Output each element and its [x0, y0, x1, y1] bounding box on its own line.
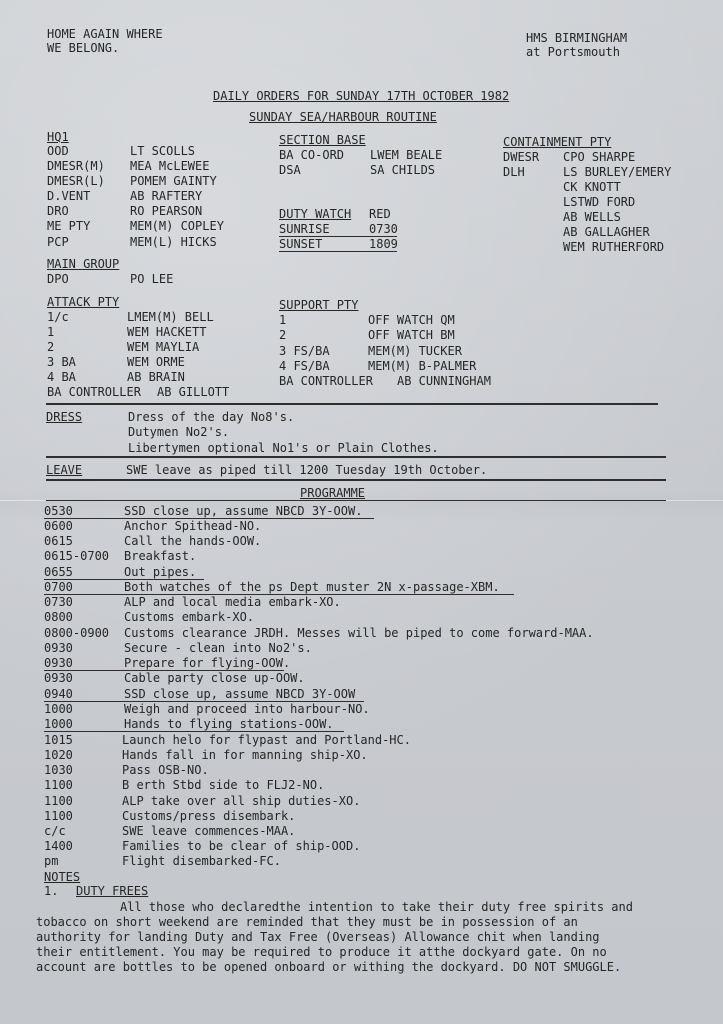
hq1-role: PCP	[47, 235, 69, 249]
programme-event: Customs/press disembark.	[122, 809, 296, 823]
programme-time: 0615	[44, 534, 73, 548]
attack-name: WEM HACKETT	[127, 325, 207, 339]
section-base-role: BA CO-ORD	[279, 148, 345, 162]
support-heading: SUPPORT PTY	[279, 298, 359, 312]
hq1-role: DRO	[47, 204, 69, 218]
programme-time: 1100	[44, 778, 73, 792]
attack-controller-name: AB GILLOTT	[157, 385, 230, 399]
hq1-name: MEM(L) HICKS	[130, 235, 217, 249]
programme-time: 1000	[44, 717, 73, 731]
programme-event: SSD close up, assume NBCD 3Y-OOW	[124, 687, 356, 701]
header-motto-line2: WE BELONG.	[47, 41, 120, 55]
hq1-role: DMESR(L)	[47, 174, 105, 188]
sunset-label: SUNSET	[279, 237, 323, 251]
dress-label: DRESS	[46, 410, 83, 424]
hq1-name: MEM(M) COPLEY	[130, 219, 224, 233]
sunset-underline	[279, 251, 397, 252]
programme-event: ALP take over all ship duties-XO.	[122, 794, 361, 808]
programme-time: 1400	[44, 839, 73, 853]
programme-event: Customs embark-XO.	[124, 610, 255, 624]
page-title: DAILY ORDERS FOR SUNDAY 17TH OCTOBER 1982	[213, 89, 510, 103]
programme-heading: PROGRAMME	[300, 486, 366, 500]
hq1-name: AB RAFTERY	[130, 189, 203, 203]
programme-time: 0930	[44, 641, 73, 655]
hq1-role: DMESR(M)	[47, 159, 105, 173]
duty-watch-label: DUTY WATCH	[279, 207, 352, 221]
dress-line: Dutymen No2's.	[128, 425, 230, 439]
sunrise-label: SUNRISE	[279, 222, 330, 236]
main-group-role: DPO	[47, 272, 69, 286]
dress-top-rule	[46, 403, 658, 405]
programme-event: Breakfast.	[124, 549, 197, 563]
programme-event: Weigh and proceed into harbour-NO.	[124, 702, 370, 716]
dress-line: Dress of the day No8's.	[128, 410, 295, 424]
page-subtitle: SUNDAY SEA/HARBOUR ROUTINE	[249, 110, 437, 124]
attack-role: 1/c	[47, 310, 69, 324]
note-body: All those who declaredthe intention to take their duty free spirits and tobacco on short weekend are reminded that they must be in possession of an authority for landing Duty and Tax Free (Overseas) Allowance chit when landing their entitlement. You may be required to produce it atthe dockyard gate. On no account are bottles to be opened onboard or withing the dockyard. DO NOT SMUGGLE.	[36, 900, 633, 974]
section-base-role: DSA	[279, 163, 301, 177]
support-role: 4 FS/BA	[279, 359, 330, 373]
programme-underline	[44, 731, 344, 732]
programme-time: 1030	[44, 763, 73, 777]
leave-label: LEAVE	[46, 463, 83, 477]
programme-event: SSD close up, assume NBCD 3Y-OOW.	[124, 504, 363, 518]
hq1-name: POMEM GAINTY	[130, 174, 217, 188]
attack-name: WEM ORME	[127, 355, 185, 369]
main-group-heading: MAIN GROUP	[47, 257, 120, 271]
leave-text: SWE leave as piped till 1200 Tuesday 19th October.	[126, 463, 488, 477]
attack-name: WEM MAYLIA	[127, 340, 200, 354]
programme-event: ALP and local media embark-XO.	[124, 595, 341, 609]
containment-name: WEM RUTHERFORD	[563, 240, 665, 254]
support-role: 3 FS/BA	[279, 344, 330, 358]
attack-role: 2	[47, 340, 55, 354]
containment-name: AB GALLAGHER	[563, 225, 650, 239]
support-name: MEM(M) B-PALMER	[368, 359, 477, 373]
hq1-role: ME PTY	[47, 219, 91, 233]
programme-time: pm	[44, 854, 59, 868]
programme-time: 0615-0700	[44, 549, 110, 563]
programme-time: 1100	[44, 794, 73, 808]
support-name: MEM(M) TUCKER	[368, 344, 462, 358]
hq1-role: OOD	[47, 144, 69, 158]
header-motto-line1: HOME AGAIN WHERE	[47, 27, 163, 41]
programme-event: Hands fall in for manning ship-XO.	[122, 748, 368, 762]
attack-name: AB BRAIN	[127, 370, 185, 384]
programme-event: SWE leave commences-MAA.	[122, 824, 296, 838]
programme-event: Call the hands-OOW.	[124, 534, 262, 548]
programme-event: Both watches of the ps Dept muster 2N x-passage-XBM.	[124, 580, 500, 594]
sunset-time: 1809	[369, 237, 398, 251]
support-controller-label: BA CONTROLLER	[279, 374, 373, 388]
programme-time: 0655	[44, 565, 73, 579]
hq1-name: RO PEARSON	[130, 204, 203, 218]
programme-event: Secure - clean into No2's.	[124, 641, 312, 655]
containment-role: DWESR	[503, 150, 540, 164]
attack-heading: ATTACK PTY	[47, 295, 120, 309]
hq1-name: MEA McLEWEE	[130, 159, 210, 173]
programme-event: Flight disembarked-FC.	[122, 854, 281, 868]
programme-time: 1000	[44, 702, 73, 716]
containment-heading: CONTAINMENT PTY	[503, 135, 612, 149]
hq1-name: LT SCOLLS	[130, 144, 196, 158]
programme-time: 0940	[44, 687, 73, 701]
programme-event: Customs clearance JRDH. Messes will be piped to come forward-MAA.	[124, 626, 594, 640]
attack-role: 4 BA	[47, 370, 76, 384]
programme-time: 0930	[44, 656, 73, 670]
programme-top-rule	[46, 500, 666, 501]
section-base-heading: SECTION BASE	[279, 133, 366, 147]
programme-time: 1020	[44, 748, 73, 762]
attack-role: 1	[47, 325, 55, 339]
containment-name: LS BURLEY/EMERY	[563, 165, 672, 179]
programme-time: 0800	[44, 610, 73, 624]
note-title: DUTY FREES	[76, 884, 149, 898]
attack-name: LMEM(M) BELL	[127, 310, 214, 324]
attack-role: 3 BA	[47, 355, 76, 369]
programme-event: Prepare for flying-OOW.	[124, 656, 291, 670]
attack-controller-label: BA CONTROLLER	[47, 385, 141, 399]
programme-event: B erth Stbd side to FLJ2-NO.	[122, 778, 325, 792]
containment-name: CK KNOTT	[563, 180, 621, 194]
programme-time: c/c	[44, 824, 66, 838]
main-group-name: PO LEE	[130, 272, 174, 286]
dress-bottom-rule	[46, 456, 666, 458]
containment-name: CPO SHARPE	[563, 150, 636, 164]
containment-name: LSTWD FORD	[563, 195, 636, 209]
programme-time: 0530	[44, 504, 73, 518]
notes-heading: NOTES	[44, 870, 81, 884]
programme-time: 0700	[44, 580, 73, 594]
programme-time: 0600	[44, 519, 73, 533]
dress-line: Libertymen optional No1's or Plain Clothes.	[128, 441, 439, 455]
header-ship-location: at Portsmouth	[526, 45, 620, 59]
programme-event: Cable party close up-OOW.	[124, 671, 305, 685]
programme-time: 1015	[44, 733, 73, 747]
support-role: 2	[279, 328, 287, 342]
hq1-role: D.VENT	[47, 189, 91, 203]
duty-watch-value: RED	[369, 207, 391, 221]
programme-event: Families to be clear of ship-OOD.	[122, 839, 361, 853]
programme-time: 0930	[44, 671, 73, 685]
note-number: 1.	[44, 884, 59, 898]
programme-time: 0800-0900	[44, 626, 110, 640]
hq1-heading: HQ1	[47, 130, 69, 144]
support-name: OFF WATCH QM	[368, 313, 455, 327]
programme-event: Pass OSB-NO.	[122, 763, 209, 777]
programme-event: Anchor Spithead-NO.	[124, 519, 262, 533]
containment-name: AB WELLS	[563, 210, 621, 224]
programme-event: Hands to flying stations-OOW.	[124, 717, 334, 731]
section-base-name: SA CHILDS	[370, 163, 436, 177]
programme-event: Launch helo for flypast and Portland-HC.	[122, 733, 411, 747]
support-name: OFF WATCH BM	[368, 328, 455, 342]
leave-bottom-rule	[46, 479, 666, 481]
programme-time: 1100	[44, 809, 73, 823]
containment-role: DLH	[503, 165, 525, 179]
support-role: 1	[279, 313, 287, 327]
header-ship-name: HMS BIRMINGHAM	[526, 31, 628, 45]
programme-time: 0730	[44, 595, 73, 609]
support-controller-name: AB CUNNINGHAM	[397, 374, 491, 388]
section-base-name: LWEM BEALE	[370, 148, 443, 162]
programme-event: Out pipes.	[124, 565, 197, 579]
sunrise-time: 0730	[369, 222, 398, 236]
